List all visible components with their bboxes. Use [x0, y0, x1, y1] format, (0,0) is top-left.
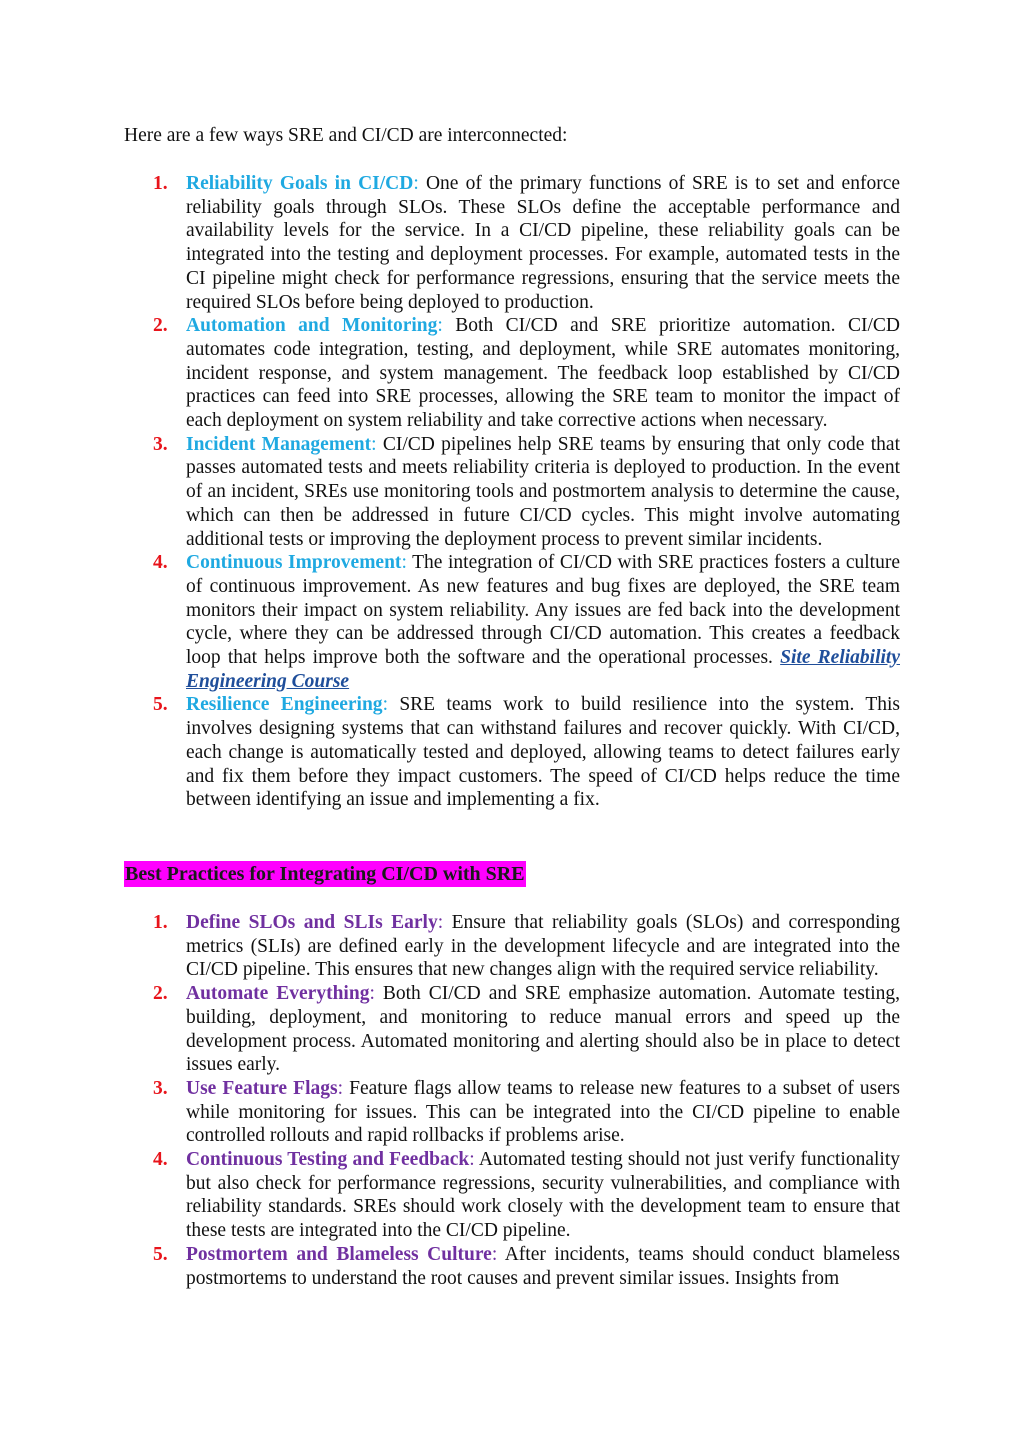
list-item: 3. Incident Management: CI/CD pipelines help SRE teams by ensuring that only code that passes automated tests and meets reliability criteria is deployed to production. In the event of an incident, SREs use monitoring tools and postmortem analysis to determine the cause, which can then be addressed in future CI/CD cycles. This might involve automating additional tests or improving the deployment process to prevent similar incidents.: [153, 433, 900, 550]
item-body: Both CI/CD and SRE prioritize automation. CI/CD automates code integration, testing, and deployment, while SRE automates monitoring, incident response, and system management. The feedback loop established by CI/CD practices can feed into SRE processes, allowing the SRE team to monitor the impact of each deployment on system reliability and take corrective actions when necessary.: [186, 315, 900, 432]
item-body: Feature flags allow teams to release new features to a subset of users while monitoring for issues. This can be integrated into the CI/CD pipeline to enable controlled rollouts and rapid rollbacks if problems arise.: [186, 1077, 900, 1147]
item-title: Reliability Goals in CI/CD: [186, 173, 414, 194]
list-item: 4. Continuous Improvement: The integration of CI/CD with SRE practices fosters a culture of continuous improvement. As new features and bug fixes are deployed, the SRE team monitors their impact on system reliability. Any issues are fed back into the development cycle, where they can be addressed through CI/CD automation. This creates a feedback loop that helps improve both the software and the operational processes. Site Reliability Engineering Course: [153, 552, 900, 692]
intro-text: Here are a few ways SRE and CI/CD are interconnected:: [124, 125, 568, 146]
item-number: 5.: [153, 694, 168, 716]
item-title: Continuous Testing and Feedback: [186, 1149, 470, 1171]
item-body: One of the primary functions of SRE is to set and enforce reliability goals through SLOs. These SLOs define the acceptable performance and availability levels for the service. In a CI/CD pipeline, these reliability goals can be integrated into the testing and deployment processes. For example, automated tests in the CI pipeline might check for performance regressions, ensuring that the service meets the required SLOs before being deployed to production.: [186, 173, 901, 313]
section-heading: Best Practices for Integrating CI/CD with SRE: [125, 863, 525, 885]
item-body: The integration of CI/CD with SRE practices fosters a culture of continuous improvement. As new features and bug fixes are deployed, the SRE team monitors their impact on system reliability. Any issues are fed back into the development cycle, where they can be addressed through CI/CD automation. This creates a feedback loop that helps improve both the software and the operational processes.: [186, 552, 900, 669]
item-number: 2.: [153, 315, 168, 337]
item-title: Resilience Engineering: [186, 694, 383, 716]
sre-course-link[interactable]: Site Reliability Engineering Course: [186, 647, 900, 692]
item-number: 1.: [153, 173, 168, 194]
interconnection-list: [153, 172, 901, 812]
list-item: 3. Use Feature Flags: Feature flags allow teams to release new features to a subset of users while monitoring for issues. This can be integrated into the CI/CD pipeline to enable controlled rollouts and rapid rollbacks if problems arise.: [153, 1077, 900, 1147]
list-item: 5. Resilience Engineering: SRE teams work to build resilience into the system. This involves designing systems that can withstand failures and recover quickly. With CI/CD, each change is automatically tested and deployed, allowing teams to detect failures early and fix them before they impact customers. The speed of CI/CD helps reduce the time between identifying an issue and implementing a fix.: [153, 694, 900, 811]
item-number: 5.: [153, 1243, 168, 1265]
item-body: Both CI/CD and SRE emphasize automation. Automate testing, building, deployment, and monitoring to reduce manual errors and speed up the development process. Automated monitoring and alerting should also be in place to detect issues early.: [186, 983, 901, 1076]
item-number: 3.: [153, 433, 168, 455]
item-title: Continuous Improvement: [186, 552, 402, 574]
list-item: 4. Continuous Testing and Feedback: Automated testing should not just verify functionality but also check for performance regressions, security vulnerabilities, and compliance with reliability standards. SREs should work closely with the development team to ensure that these tests are integrated into the CI/CD pipeline.: [153, 1149, 900, 1242]
list-item: 2. Automate Everything: Both CI/CD and SRE emphasize automation. Automate testing, building, deployment, and monitoring to reduce manual errors and speed up the development process. Automated monitoring and alerting should also be in place to detect issues early.: [153, 983, 901, 1076]
item-title: Automation and Monitoring: [186, 315, 438, 337]
item-number: 3.: [153, 1077, 168, 1099]
item-body: Automated testing should not just verify functionality but also check for performance regressions, security vulnerabilities, and compliance with reliability standards. SREs should work closely with the development team to ensure that these tests are integrated into the CI/CD pipeline.: [186, 1149, 900, 1242]
item-title: Automate Everything: [186, 983, 370, 1005]
item-body: After incidents, teams should conduct blameless postmortems to understand the root causes and prevent similar issues. Insights from: [186, 1243, 900, 1289]
item-body: CI/CD pipelines help SRE teams by ensuring that only code that passes automated tests and meets reliability criteria is deployed to production. In the event of an incident, SREs use monitoring tools and postmortem analysis to determine the cause, which can then be addressed in future CI/CD cycles. This might involve automating additional tests or improving the deployment process to prevent similar incidents.: [186, 433, 900, 550]
item-body: SRE teams work to build resilience into the system. This involves designing systems that can withstand failures and recover quickly. With CI/CD, each change is automatically tested and deployed, allowing teams to detect failures early and fix them before they impact customers. The speed of CI/CD helps reduce the time between identifying an issue and implementing a fix.: [186, 694, 900, 811]
item-title: Use Feature Flags: [186, 1077, 338, 1099]
list-item: 5. Postmortem and Blameless Culture: After incidents, teams should conduct blameless postmortems to understand the root causes and prevent similar issues. Insights from: [153, 1243, 900, 1289]
list-item: 1. Reliability Goals in CI/CD: One of the primary functions of SRE is to set and enforce reliability goals through SLOs. These SLOs define the acceptable performance and availability levels for the service. In a CI/CD pipeline, these reliability goals can be integrated into the testing and deployment processes. For example, automated tests in the CI pipeline might check for performance regressions, ensuring that the service meets the required SLOs before being deployed to production.: [153, 173, 901, 313]
list-item: 1. Define SLOs and SLIs Early: Ensure that reliability goals (SLOs) and corresponding metrics (SLIs) are defined early in the development lifecycle and are integrated into the CI/CD pipeline. This ensures that new changes align with the required service reliability.: [153, 912, 901, 981]
item-number: 1.: [153, 912, 168, 933]
list-item: 2. Automation and Monitoring: Both CI/CD and SRE prioritize automation. CI/CD automates code integration, testing, and deployment, while SRE automates monitoring, incident response, and system management. The feedback loop established by CI/CD practices can feed into SRE processes, allowing the SRE team to monitor the impact of each deployment on system reliability and take corrective actions when necessary.: [153, 315, 900, 432]
item-number: 4.: [153, 552, 168, 574]
item-title: Postmortem and Blameless Culture: [186, 1243, 492, 1265]
item-number: 2.: [153, 983, 168, 1005]
best-practices-list: [153, 911, 901, 1290]
item-title: Define SLOs and SLIs Early: [186, 912, 438, 933]
item-body: Ensure that reliability goals (SLOs) and corresponding metrics (SLIs) are defined early in the development lifecycle and are integrated into the CI/CD pipeline. This ensures that new changes align with the required service reliability.: [186, 912, 901, 981]
item-title: Incident Management: [186, 433, 372, 455]
item-number: 4.: [153, 1149, 168, 1171]
